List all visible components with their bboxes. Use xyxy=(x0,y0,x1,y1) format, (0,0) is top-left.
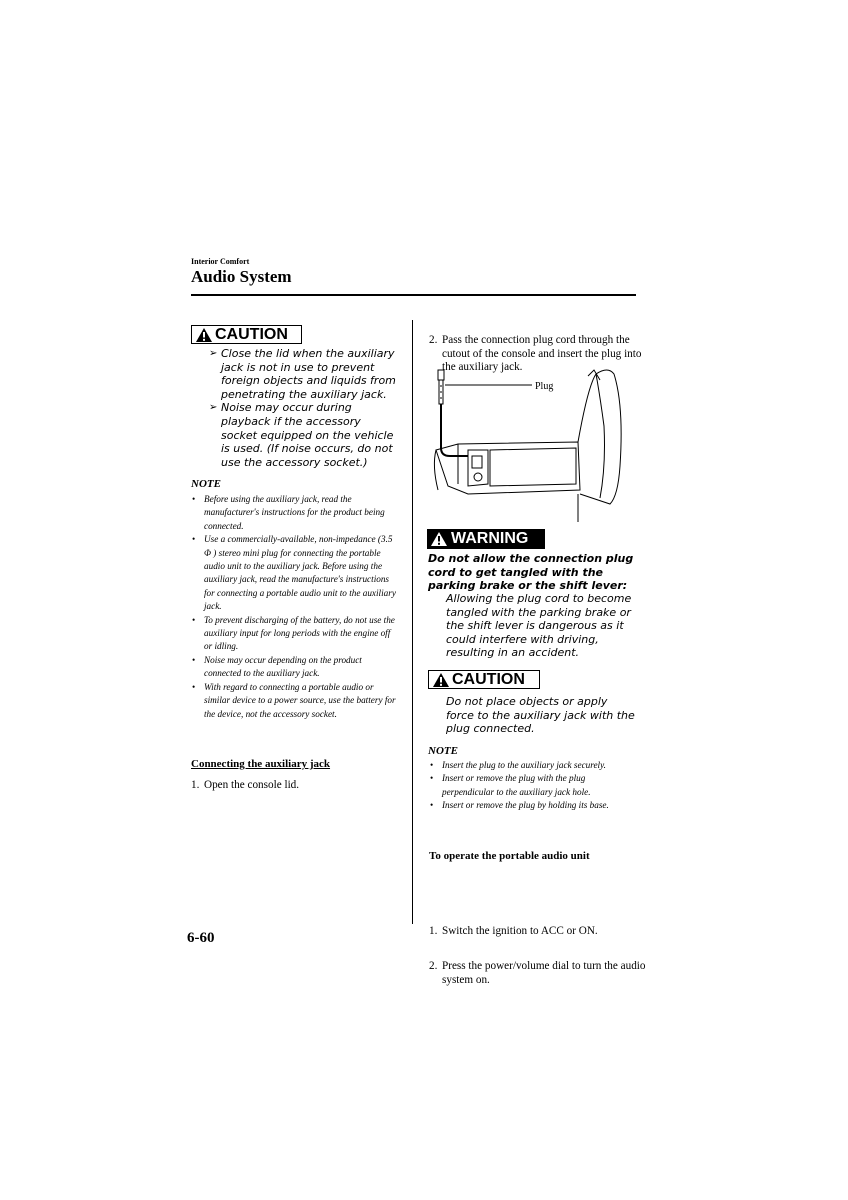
op-step-1: 1. Switch the ignition to ACC or ON. xyxy=(429,925,598,938)
operate-heading: To operate the portable audio unit xyxy=(429,850,590,862)
note-item: • Insert or remove the plug by holding its base. xyxy=(429,799,629,812)
auxiliary-jack xyxy=(472,456,482,468)
note-item: • Insert the plug to the auxiliary jack securely. xyxy=(429,759,629,772)
warning-triangle-icon xyxy=(433,673,449,687)
caution-item: ➢ Noise may occur during playback if the accessory socket equipped on the vehicle is used. (If noise occurs, do not use the accessory socket.) xyxy=(209,401,394,469)
warning-triangle-icon xyxy=(196,328,212,342)
note-item: • Insert or remove the plug with the plug perpendicular to the auxiliary jack hole. xyxy=(430,773,591,797)
arrow-bullet-icon: ➢ xyxy=(209,348,218,359)
armrest xyxy=(578,370,621,504)
plug-body xyxy=(438,370,444,380)
note-item: • To prevent discharging of the battery, do not use the auxiliary input for long periods with the engine off or idling. xyxy=(192,614,395,652)
step-2: 2. Pass the connection plug cord through the cutout of the console and insert the plug into the auxiliary jack. xyxy=(429,333,642,374)
page-number: 6-60 xyxy=(187,930,215,946)
note-item: • Noise may occur depending on the product connected to the auxiliary jack. xyxy=(192,654,362,679)
bullet-icon: • xyxy=(192,614,196,625)
column-divider xyxy=(412,320,413,924)
note-item: • Use a commercially-available, non-impedance (3.5 Φ ) stereo mini plug for connecting the portable audio unit to the auxiliary jack. Before using the auxiliary jack, read the manufacture's instructions for connecting a portable audio unit to the auxiliary jack. xyxy=(192,534,396,612)
bullet-icon: • xyxy=(430,773,434,784)
op-step-2: 2. Press the power/volume dial to turn the audio system on. xyxy=(429,959,646,986)
bullet-icon: • xyxy=(430,800,434,811)
bullet-icon: • xyxy=(192,654,196,665)
warning-triangle-icon xyxy=(431,532,447,546)
note-list-right xyxy=(429,759,629,813)
page-title: Audio System xyxy=(191,267,292,286)
note-list xyxy=(191,493,399,721)
caution-body-right: Do not place objects or apply force to the auxiliary jack with the plug connected. xyxy=(446,695,635,736)
note-heading: NOTE xyxy=(191,478,221,490)
bullet-icon: • xyxy=(192,534,196,545)
note-item: • With regard to connecting a portable audio or similar device to a power source, use the battery for the device, not the accessory socket. xyxy=(192,681,396,719)
bullet-icon: • xyxy=(192,681,196,692)
plug-label: Plug xyxy=(535,381,554,392)
caution-label: CAUTION xyxy=(452,670,525,688)
caution-badge-right xyxy=(428,670,540,689)
note-item: • Before using the auxiliary jack, read the manufacturer's instructions for the product being connected. xyxy=(192,494,385,531)
warning-lead: Do not allow the connection plug cord to get tangled with the parking brake or the shift lever: xyxy=(428,552,634,593)
caution-item: ➢ Close the lid when the auxiliary jack is not in use to prevent foreign objects and liquids from penetrating the auxiliary jack. xyxy=(209,347,396,401)
note-heading-right: NOTE xyxy=(428,745,458,757)
warning-label: WARNING xyxy=(451,530,529,547)
arrow-bullet-icon: ➢ xyxy=(209,402,218,414)
caution-badge xyxy=(191,325,302,344)
warning-badge xyxy=(427,529,545,549)
connecting-heading: Connecting the auxiliary jack xyxy=(191,758,331,770)
step-1: 1. Open the console lid. xyxy=(191,779,300,791)
title-rule xyxy=(191,294,636,296)
bullet-icon: • xyxy=(192,494,196,504)
console-plug-figure xyxy=(428,366,628,522)
warning-body: Allowing the plug cord to become tangled with the parking brake or the shift lever is dangerous as it could interfere with driving, resulting in an accident. xyxy=(446,592,632,660)
caution-label: CAUTION xyxy=(215,325,288,343)
section-label: Interior Comfort xyxy=(191,257,250,266)
caution-list xyxy=(209,347,399,469)
bullet-icon: • xyxy=(430,760,434,770)
plug-cord xyxy=(441,404,468,456)
